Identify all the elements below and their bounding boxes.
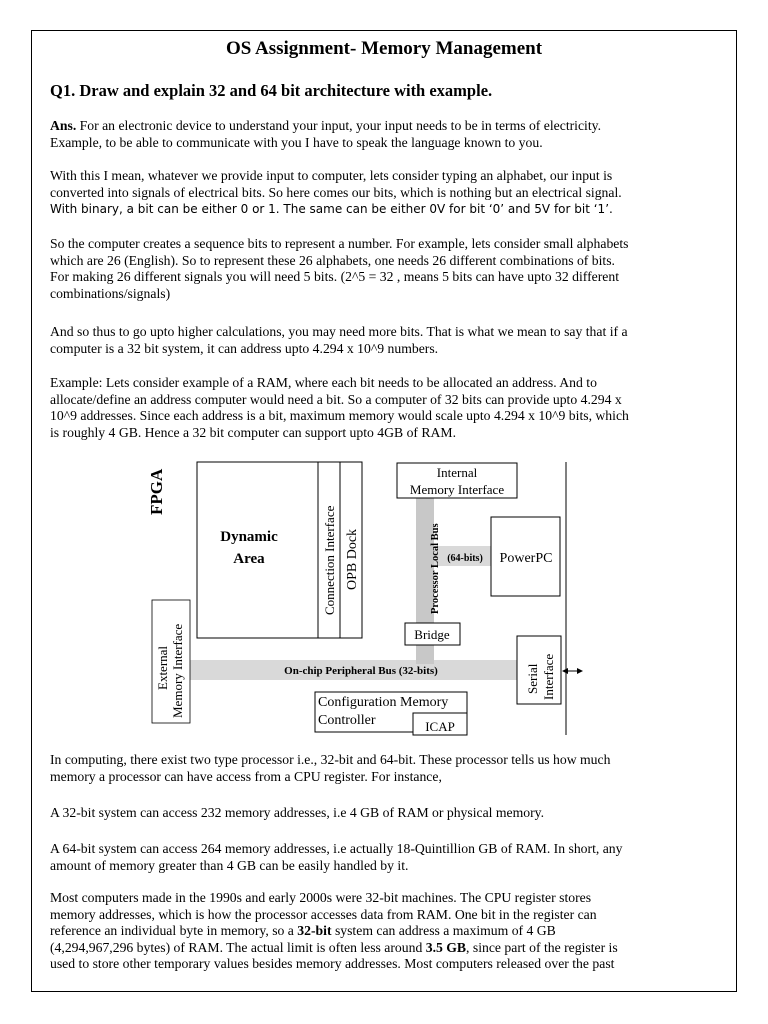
answer-paragraph-1 [50, 118, 720, 151]
text-line: amount of memory greater than 4 GB can be easily handled by it. [50, 857, 409, 873]
text-line: allocate/define an address computer would need a bit. So a computer of 32 bits can provide upto 4.294 x [50, 391, 622, 407]
opb-dock-label: OPB Dock [345, 528, 360, 590]
text-line: memory a processor can have access from a CPU register. For instance, [50, 768, 442, 784]
controller-label: Controller [318, 713, 376, 728]
paragraph-2 [50, 168, 720, 218]
text-line: With binary, a bit can be either 0 or 1. The same can be either 0V for bit ‘0’ and 5V for bit ‘1’. [50, 202, 613, 216]
text-span: system can address a maximum of 4 GB [331, 923, 556, 938]
fpga-label: FPGA [147, 468, 166, 515]
text-span: , since part of the register is [466, 939, 618, 955]
opb-label: On-chip Peripheral Bus (32-bits) [284, 665, 438, 677]
plb-label: Processor Local Bus [430, 523, 441, 614]
text-span: reference an individual byte in memory, so a [50, 923, 298, 938]
external-label: External [155, 645, 170, 690]
text-line: which are 26 (English). So to represent these 26 alphabets, one needs 26 different combinations of bits. [50, 252, 615, 268]
memory-interface-label-2: Memory Interface [170, 623, 185, 718]
document-title: OS Assignment- Memory Management [225, 38, 543, 59]
text-line: 10^9 addresses. Since each address is a bit, maximum memory would scale upto 4.294 x 10^9 bits, which [50, 408, 629, 423]
paragraph-7 [50, 805, 720, 822]
ans-label: Ans. [50, 118, 77, 133]
serial-label: Serial [525, 663, 540, 694]
paragraph-6 [50, 752, 720, 785]
text-line: Example: Lets consider example of a RAM, where each bit needs to be allocated an address. And to [50, 375, 597, 390]
text-line: So the computer creates a sequence bits to represent a number. For example, lets consider small alphabets [50, 236, 629, 251]
text-line: used to store other temporary values besides memory addresses. Most computers released over the past [50, 956, 615, 971]
config-memory-label: Configuration Memory [318, 695, 449, 710]
question-heading: Q1. Draw and explain 32 and 64 bit architecture with example. [50, 81, 493, 100]
bits64-label: (64-bits) [447, 553, 483, 564]
text-line: With this I mean, whatever we provide input to computer, lets consider typing an alphabet, our input is [50, 168, 613, 183]
bidirectional-arrow [562, 668, 583, 674]
text-line: is roughly 4 GB. Hence a 32 bit computer can support upto 4GB of RAM. [50, 424, 457, 440]
text-line: Example, to be able to communicate with you I have to speak the language known to you. [50, 134, 543, 150]
bridge-label: Bridge [414, 627, 450, 642]
text-line: And so thus to go upto higher calculations, you may need more bits. That is what we mean to say that if a [50, 324, 628, 339]
text-span: (4,294,967,296 bytes) of RAM. The actual limit is often less around [50, 939, 426, 955]
paragraph-8 [50, 841, 720, 874]
bold-text: 32-bit [297, 923, 332, 938]
icap-label: ICAP [425, 719, 455, 734]
text-line: combinations/signals) [50, 285, 171, 301]
paragraph-9 [50, 890, 720, 973]
dynamic-label: Dynamic [220, 529, 278, 545]
fpga-architecture-diagram [140, 455, 600, 740]
text-line: For making 26 different signals you will need 5 bits. (2^5 = 32 , means 5 bits can have upto 32 different [50, 269, 620, 284]
text-line: For an electronic device to understand your input, your input needs to be in terms of electricity. [79, 118, 602, 133]
internal-label: Internal [436, 465, 478, 480]
text-line: Most computers made in the 1990s and early 2000s were 32-bit machines. The CPU register stores [50, 890, 592, 905]
area-label: Area [233, 551, 265, 567]
paragraph-3 [50, 236, 720, 302]
text-line: In computing, there exist two type processor i.e., 32-bit and 64-bit. These processor tells us how much [50, 752, 611, 767]
interface-label: Interface [541, 653, 556, 700]
connection-interface-label: Connection Interface [322, 505, 337, 615]
text-line: A 32-bit system can access 232 memory addresses, i.e 4 GB of RAM or physical memory. [50, 805, 545, 820]
text-line: computer is a 32 bit system, it can address upto 4.294 x 10^9 numbers. [50, 340, 439, 356]
dynamic-area-box [197, 462, 362, 638]
text-line [50, 940, 720, 957]
memory-interface-label: Memory Interface [409, 482, 505, 497]
text-line: A 64-bit system can access 264 memory addresses, i.e actually 18-Quintillion GB of RAM. In short, any [50, 841, 623, 856]
bold-text: 3.5 GB [425, 939, 467, 955]
text-line: converted into signals of electrical bits. So here comes our bits, which is nothing but an electrical signal. [50, 184, 622, 200]
paragraph-5 [50, 375, 720, 441]
powerpc-label: PowerPC [499, 551, 553, 566]
text-line [50, 923, 720, 940]
paragraph-4 [50, 324, 720, 357]
text-line: memory addresses, which is how the processor accesses data from RAM. One bit in the register can [50, 906, 597, 922]
